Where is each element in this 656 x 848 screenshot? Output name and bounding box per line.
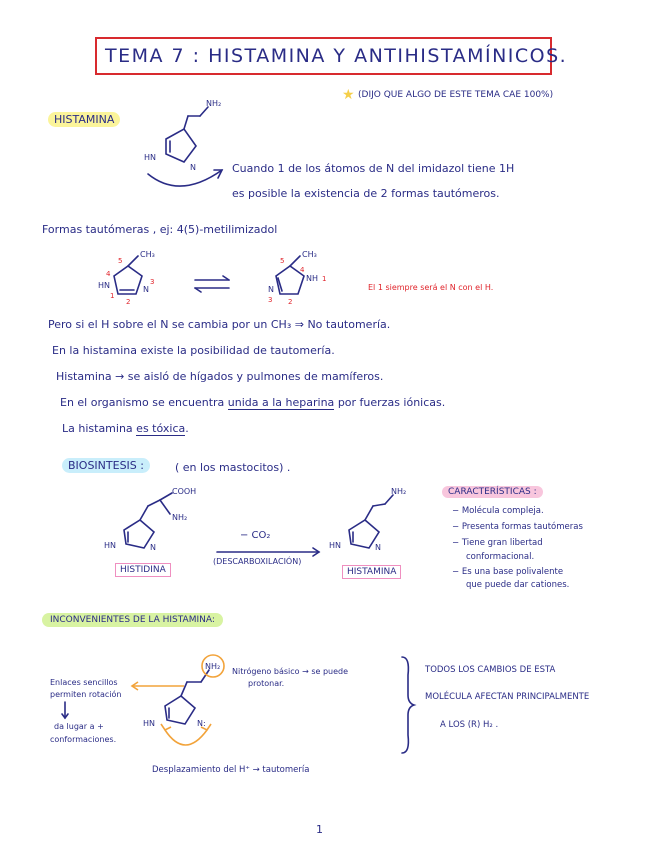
svg-text:N: N: [143, 285, 149, 294]
svg-text:HN: HN: [98, 281, 110, 290]
inconvenientes-heading: INCONVENIENTES DE LA HISTAMINA:: [42, 615, 223, 625]
svg-text:N: N: [150, 543, 156, 552]
down-arrow-icon: [60, 700, 70, 722]
caracteristica-4: − Es una base polivalente: [452, 567, 564, 577]
equilibrium-arrows-icon: [193, 275, 233, 295]
svg-text:2: 2: [288, 298, 293, 306]
brace-icon: [398, 655, 418, 755]
line-4: En el organismo se encuentra unida a la heparina por fuerzas iónicas.: [60, 396, 446, 409]
svg-text:3: 3: [268, 296, 273, 304]
tautomer-structure-left: [98, 248, 178, 318]
svg-text:N:: N:: [197, 719, 206, 728]
histidina-label: HISTIDINA: [115, 565, 171, 575]
line-3: Histamina → se aisló de hígados y pulmones de mamíferos.: [56, 370, 384, 383]
biosintesis-note: ( en los mastocitos) .: [175, 461, 291, 474]
svg-text:N: N: [268, 285, 274, 294]
line-5: La histamina es tóxica.: [62, 422, 189, 435]
histamina-text-2: es posible la existencia de 2 formas tautómeros.: [232, 187, 500, 200]
biosintesis-heading: BIOSINTESIS :: [62, 459, 150, 472]
svg-text:1: 1: [322, 275, 327, 283]
cambios-1: TODOS LOS CAMBIOS DE ESTA: [425, 665, 556, 675]
histamina-text-1: Cuando 1 de los átomos de N del imidazol tiene 1H: [232, 162, 515, 175]
cambios-3: A LOS (R) H₂ .: [440, 720, 499, 730]
svg-text:2: 2: [126, 298, 131, 306]
enlaces-note-4: conformaciones.: [50, 735, 117, 744]
svg-text:NH₂: NH₂: [172, 513, 188, 522]
svg-text:4: 4: [106, 270, 111, 278]
histamine-structure-3: [135, 648, 235, 748]
svg-text:HN: HN: [329, 541, 341, 550]
svg-text:HN: HN: [104, 541, 116, 550]
caracteristicas-heading: CARACTERÍSTICAS :: [442, 487, 543, 497]
svg-text:NH₂: NH₂: [205, 662, 221, 671]
line-1: Pero si el H sobre el N se cambia por un CH₃ ⇒ No tautomería.: [48, 318, 391, 331]
svg-text:NH: NH: [306, 274, 318, 283]
svg-text:5: 5: [118, 257, 123, 265]
n-atom: N: [190, 163, 196, 172]
svg-text:HN: HN: [143, 719, 155, 728]
svg-text:N: N: [375, 543, 381, 552]
tautomer-heading: Formas tautómeras , ej: 4(5)-metilimizadol: [42, 223, 278, 236]
svg-text:CH₃: CH₃: [140, 250, 155, 259]
histamine-structure-2: [325, 487, 435, 570]
nh2-atom: NH₂: [206, 99, 222, 108]
histidine-structure: [100, 487, 210, 570]
caracteristica-2: − Presenta formas tautómeras: [452, 522, 583, 532]
reaction-arrow-icon: [215, 547, 325, 557]
svg-text:COOH: COOH: [172, 487, 197, 496]
histamina-label: HISTAMINA: [342, 567, 401, 577]
exam-note: (DIJO QUE ALGO DE ESTE TEMA CAE 100%): [358, 90, 554, 100]
reaction-bottom: (DESCARBOXILACIÓN): [213, 557, 302, 566]
caracteristica-3: − Tiene gran libertad: [452, 538, 543, 548]
hn-atom: HN: [144, 153, 156, 162]
caracteristica-1: − Molécula compleja.: [452, 506, 544, 516]
star-icon: ★: [342, 87, 355, 103]
line-2: En la histamina existe la posibilidad de tautomería.: [52, 344, 335, 357]
curved-arrow-icon: [140, 160, 230, 200]
svg-text:5: 5: [280, 257, 285, 265]
svg-text:CH₃: CH₃: [302, 250, 317, 259]
page-title: TEMA 7 : HISTAMINA Y ANTIHISTAMÍNICOS.: [105, 45, 568, 67]
tautomer-note: El 1 siempre será el N con el H.: [368, 283, 494, 292]
svg-text:4: 4: [300, 266, 305, 274]
tautomer-structure-right: [260, 248, 350, 318]
svg-text:NH₂: NH₂: [391, 487, 407, 496]
enlaces-note-3: da lugar a +: [54, 722, 104, 731]
histamina-heading: HISTAMINA: [48, 113, 120, 126]
svg-text:3: 3: [150, 278, 155, 286]
reaction-top: − CO₂: [240, 530, 271, 541]
page-number: 1: [316, 823, 323, 836]
enlaces-note-1: Enlaces sencillos: [50, 678, 118, 687]
caracteristica-4b: que puede dar cationes.: [466, 580, 570, 590]
desplazamiento-note: Desplazamiento del H⁺ → tautomería: [152, 765, 310, 775]
nitrogeno-note-1: Nitrógeno básico → se puede: [232, 667, 349, 676]
caracteristica-3b: conformacional.: [466, 552, 535, 562]
cambios-2: MOLÉCULA AFECTAN PRINCIPALMENTE: [425, 692, 590, 702]
enlaces-note-2: permiten rotación: [50, 690, 122, 699]
nitrogeno-note-2: protonar.: [248, 679, 285, 688]
svg-text:1: 1: [110, 292, 115, 300]
